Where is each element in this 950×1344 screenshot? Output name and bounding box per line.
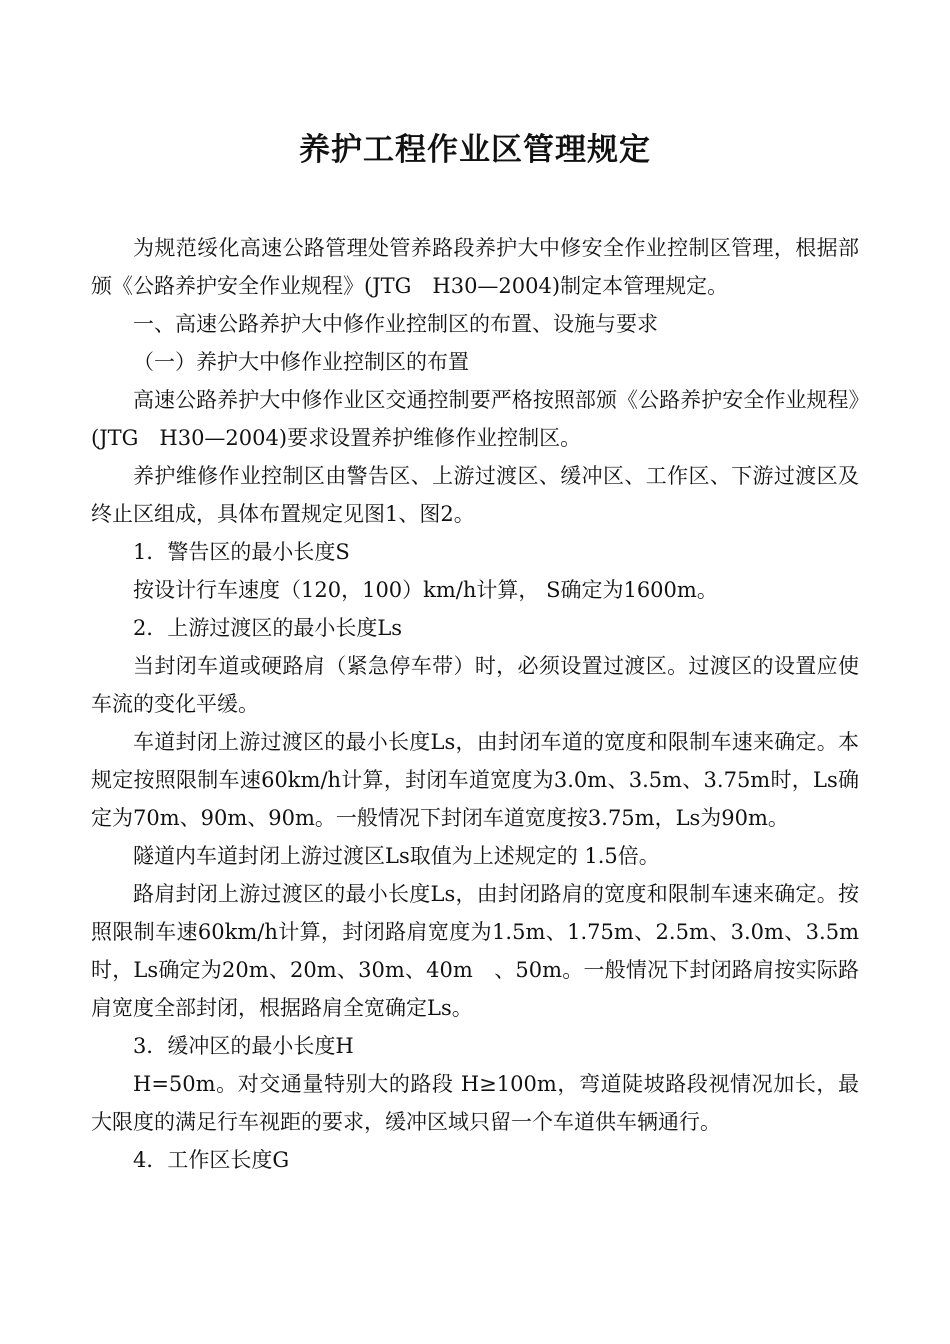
heading-item-2: 2．上游过渡区的最小长度Ls <box>133 616 403 640</box>
heading-item-1: 1．警告区的最小长度S <box>133 540 350 564</box>
heading-item-3: 3．缓冲区的最小长度H <box>133 1034 354 1058</box>
heading-item-4: 4．工作区长度G <box>133 1148 290 1172</box>
paragraph: 当封闭车道或硬路肩（紧急停车带）时，必须设置过渡区。过渡区的设置应使车流的变化平缓。 <box>91 654 859 716</box>
paragraph: 车道封闭上游过渡区的最小长度Ls，由封闭车道的宽度和限制车速来确定。本规定按照限制车速60km/h计算，封闭车道宽度为3.0m、3.5m、3.75m时，Ls确定为70m、90m、90m。一般情况下封闭车道宽度按3.75m，Ls为90m。 <box>91 730 859 830</box>
paragraph: 按设计行车速度（120，100）km/h计算， S确定为1600m。 <box>133 578 718 602</box>
document-body <box>91 229 859 1179</box>
paragraph: H=50m。对交通量特别大的路段 H≥100m，弯道陡坡路段视情况加长，最大限度的满足行车视距的要求，缓冲区域只留一个车道供车辆通行。 <box>91 1072 859 1134</box>
paragraph: 高速公路养护大中修作业区交通控制要严格按照部颁《公路养护安全作业规程》(JTG H30—2004)要求设置养护维修作业控制区。 <box>91 388 859 450</box>
paragraph: 隧道内车道封闭上游过渡区Ls取值为上述规定的 1.5倍。 <box>133 844 660 868</box>
paragraph: 路肩封闭上游过渡区的最小长度Ls，由封闭路肩的宽度和限制车速来确定。按照限制车速60km/h计算，封闭路肩宽度为1.5m、1.75m、2.5m、3.0m、3.5m时，Ls确定为20m、20m、30m、40m 、50m。一般情况下封闭路肩按实际路肩宽度全部封闭，根据路肩全宽确定Ls。 <box>91 882 859 1020</box>
heading-section-1: 一、高速公路养护大中修作业控制区的布置、设施与要求 <box>133 312 658 336</box>
paragraph-intro: 为规范绥化高速公路管理处管养路段养护大中修安全作业控制区管理，根据部颁《公路养护安全作业规程》(JTG H30—2004)制定本管理规定。 <box>91 236 859 298</box>
heading-subsection-1: （一）养护大中修作业控制区的布置 <box>133 350 469 374</box>
paragraph: 养护维修作业控制区由警告区、上游过渡区、缓冲区、工作区、下游过渡区及终止区组成，具体布置规定见图1、图2。 <box>91 464 859 526</box>
document-title: 养护工程作业区管理规定 <box>299 132 651 168</box>
